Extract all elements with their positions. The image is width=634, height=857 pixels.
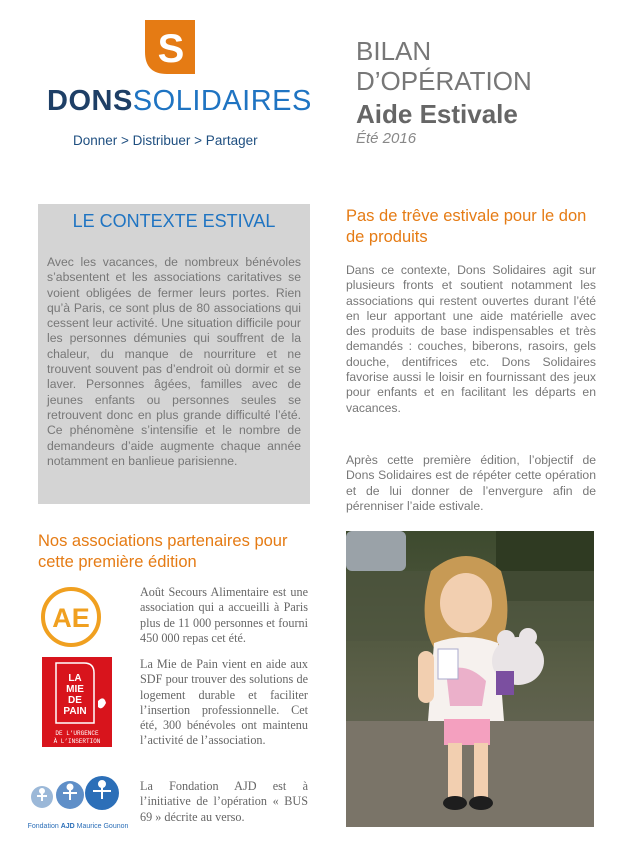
svg-text:DE L’URGENCE: DE L’URGENCE [55, 730, 99, 737]
child-with-toys-photo [346, 531, 594, 827]
right-body-paragraph-1: Dans ce contexte, Dons Solidaires agit sur plusieurs fronts et soutient notamment les associations qui restent ouvertes durant l’été en leur apportant une aide matérielle avec des produits de base indispensables et très demandés : couches, biberons, rasoirs, gels douche, dentifrices etc. Dons Solidaires favorise aussi le loisir en fournissant des jeux pour enfants et en facilitant les départs en vacances. [346, 263, 596, 415]
title-operation: D’OPÉRATION [356, 66, 532, 96]
svg-text:S: S [157, 27, 185, 71]
svg-text:À L’INSERTION: À L’INSERTION [53, 738, 101, 745]
svg-text:MIE: MIE [66, 684, 84, 695]
partners-title: Nos associations partenaires pour cette première édition [38, 532, 288, 571]
svg-text:LA: LA [68, 673, 82, 684]
partner-mie-de-pain-text: La Mie de Pain vient en aide aux SDF pour trouver des solutions de logement durable et faciliter l’insertion professionnelle. Cet été, 300 bénévoles ont maintenu l’activité de l’association. [140, 657, 308, 748]
context-title: LE CONTEXTE ESTIVAL [72, 211, 276, 231]
svg-text:DE: DE [68, 695, 82, 706]
season-label: Été 2016 [356, 130, 417, 147]
dons-solidaires-logo-mark-icon [145, 20, 195, 74]
partner-fondation-ajd-text: La Fondation AJD est à l’initiative de l’opération « BUS 69 » décrite au verso. [140, 779, 308, 824]
title-bilan: BILAN [356, 36, 432, 66]
title-aide-estivale: Aide Estivale [356, 99, 518, 129]
svg-text:AE: AE [52, 603, 90, 633]
context-body: Avec les vacances, de nombreux bénévoles s’absentent et les associations caritatives se voient obligées de fermer leurs portes. Rien qu’à Paris, ce sont plus de 80 associations qui cessent leur activité. Une situation difficile pour les personnes démunies qui souffrent de la chaleur, du manque de nourriture et ne trouvent souvent pas d’endroit où dormir et se laver. Personnes âgées, familles avec de jeunes enfants ou personnes seules se retrouvent donc en plus grande difficulté l’été. Ce phénomène s’intensifie et le nombre de demandeurs d’aide augmente chaque année notamment en banlieue parisienne. [47, 255, 301, 468]
logo-wordmark [47, 86, 312, 116]
right-section-title: Pas de trêve estivale pour le don de produits [346, 207, 587, 246]
partner-aout-secours-text: Août Secours Alimentaire est une association qui a accueilli à Paris plus de 11 000 personnes et fourni 450 000 repas cet été. [140, 585, 308, 645]
svg-text:PAIN: PAIN [63, 706, 87, 717]
logo-dons: DONS [47, 85, 133, 117]
fondation-ajd-logo-icon [26, 773, 130, 833]
logo-solidaires: SOLIDAIRES [132, 85, 312, 117]
ae-logo-icon [40, 586, 102, 648]
tagline: Donner > Distribuer > Partager [73, 133, 258, 148]
right-body-paragraph-2: Après cette première édition, l’objectif de Dons Solidaires est de répéter cette opération et de lui donner de l’envergure afin de pérenniser l’aide estivale. [346, 453, 596, 513]
svg-text:Fondation AJD Maurice Gounon: Fondation AJD Maurice Gounon [27, 823, 129, 830]
mie-de-pain-logo-icon [42, 657, 112, 747]
